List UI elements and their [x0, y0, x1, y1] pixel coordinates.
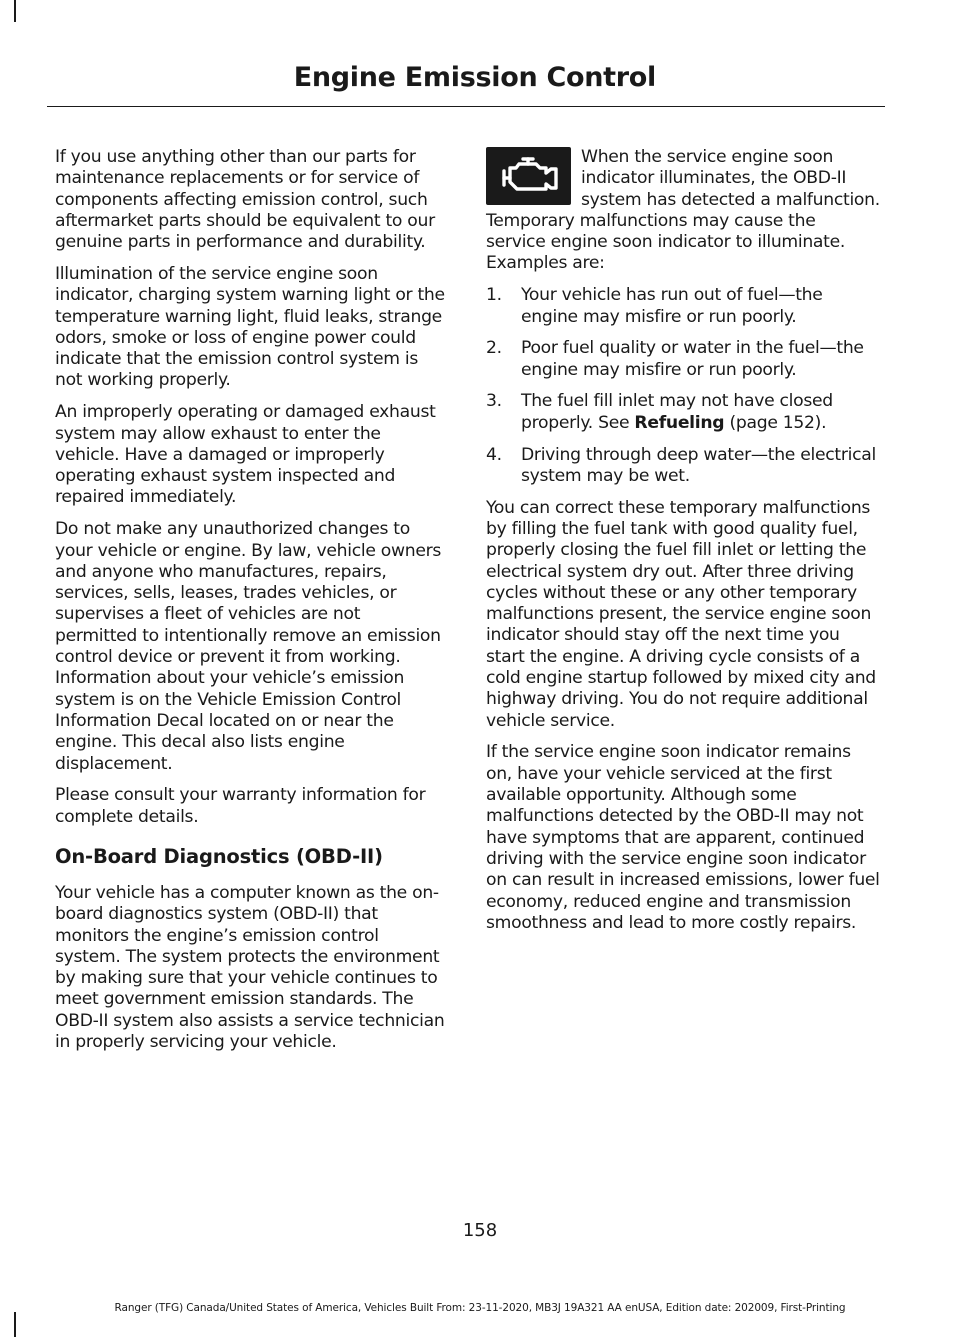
paragraph-indicator-remains-on: If the service engine soon indicator remains on, have your vehicle serviced at the first available opportunity. Although some malfunctions detected by the OBD-II may not have symptoms that are apparent, continued driving with the service engine soon indicator on can result in increased emissions, lower fuel economy, reduced engine and transmission smoothness and lead to more costly repairs.: [486, 742, 880, 933]
refueling-link[interactable]: Refueling: [634, 412, 725, 433]
section-heading-obd: On-Board Diagnostics (OBD-II): [55, 844, 383, 868]
page-number: 158: [462, 1220, 498, 1241]
paragraph-parts: If you use anything other than our parts for maintenance replacements or for service of components affecting emission control, such aftermarket parts should be equivalent to our genuine parts in performance and durability.: [55, 147, 435, 253]
paragraph-obd: Your vehicle has a computer known as the on-board diagnostics system (OBD-II) that monitors the engine’s emission control system. The system protects the environment by making sure that your vehicle continues to meet government emission standards. The OBD-II system also assists a service technician in properly servicing your vehicle.: [55, 882, 445, 1052]
crop-mark-bottom: [14, 1312, 16, 1337]
footer-edition-info: Ranger (TFG) Canada/United States of America, Vehicles Built From: 23-11-2020, MB3J 19A321 AA enUSA, Edition date: 202009, First-Printing: [114, 1302, 846, 1314]
engine-icon: [496, 155, 562, 197]
right-column: [486, 147, 880, 945]
list-item: 1. Your vehicle has run out of fuel—the engine may misfire or run poorly.: [486, 285, 823, 327]
crop-mark-top: [14, 0, 16, 22]
paragraph-indicator-intro: When the service engine soon indicator illuminates, the OBD-II system has detected a malfunction. Temporary malfunctions may cause the service engine soon indicator to illuminate. Examples are:: [486, 147, 880, 274]
paragraph-illumination: Illumination of the service engine soon indicator, charging system warning light or the temperature warning light, fluid leaks, strange odors, smoke or loss of engine power could indicate that the emission control system is not working properly.: [55, 263, 445, 391]
malfunction-list: [486, 285, 880, 487]
list-item: 3. The fuel fill inlet may not have closed properly. See Refueling (page 152).: [486, 391, 833, 433]
paragraph-warranty: Please consult your warranty information for complete details.: [55, 785, 426, 827]
list-item: 2. Poor fuel quality or water in the fuel—the engine may misfire or run poorly.: [486, 338, 864, 380]
paragraph-correct-malfunctions: You can correct these temporary malfunctions by filling the fuel tank with good quality fuel, properly closing the fuel fill inlet or letting the electrical system dry out. After three driving cycles without these or any other temporary malfunctions present, the service engine soon indicator should stay off the next time you start the engine. A driving cycle consists of a cold engine startup followed by mixed city and highway driving. You do not require additional vehicle service.: [486, 497, 876, 731]
header-rule: [47, 106, 885, 107]
left-column: [55, 147, 447, 1064]
paragraph-exhaust: An improperly operating or damaged exhaust system may allow exhaust to enter the vehicle. Have a damaged or improperly operating exhaust system inspected and repaired immediately.: [55, 402, 436, 508]
paragraph-unauthorized-changes: Do not make any unauthorized changes to your vehicle or engine. By law, vehicle owners and anyone who manufactures, repairs, services, sells, leases, trades vehicles, or supervises a fleet of vehicles are not permitted to intentionally remove an emission control device or prevent it from working. Information about your vehicle’s emission system is on the Vehicle Emission Control Information Decal located on or near the engine. This decal also lists engine displacement.: [55, 519, 442, 774]
list-item: 4. Driving through deep water—the electrical system may be wet.: [486, 444, 876, 486]
service-engine-soon-icon: [486, 147, 571, 205]
page-title: Engine Emission Control: [293, 62, 656, 93]
